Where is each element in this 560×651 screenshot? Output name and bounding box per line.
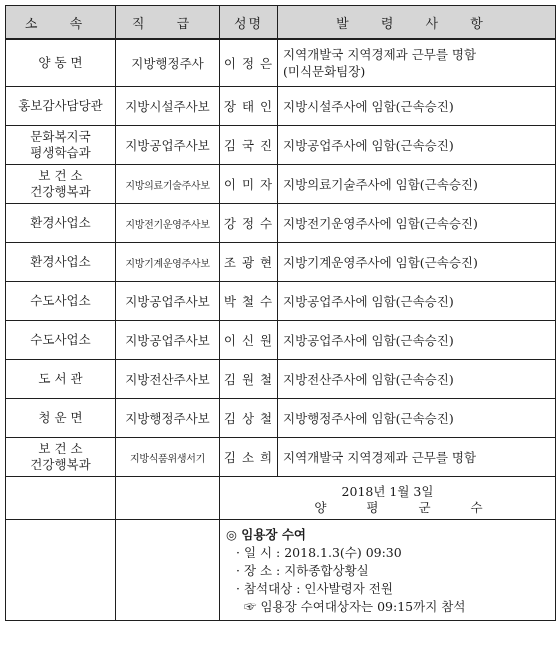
name-cell: 김 상 철 bbox=[220, 399, 278, 438]
order-line: 지역개발국 지역경제과 근무를 명함 bbox=[283, 47, 477, 62]
name-cell: 강 정 수 bbox=[220, 204, 278, 243]
grade-cell: 지방행정주사 bbox=[116, 39, 220, 87]
personnel-order-sheet bbox=[5, 5, 555, 646]
issue-date: 2018년 1월 3일 bbox=[341, 483, 434, 499]
dept-line: 문화복지국 bbox=[30, 129, 91, 144]
table-row bbox=[6, 204, 556, 243]
table-row bbox=[6, 321, 556, 360]
ceremony-when: · 일 시 : 2018.1.3(수) 09:30 bbox=[236, 545, 402, 560]
issue-date-row bbox=[6, 477, 556, 520]
grade-cell: 지방식품위생서기 bbox=[116, 438, 220, 477]
grade-cell: 지방전산주사보 bbox=[116, 360, 220, 399]
name-cell: 박 철 수 bbox=[220, 282, 278, 321]
dept-cell bbox=[6, 438, 116, 477]
header-order: 발 령 사 항 bbox=[278, 6, 556, 40]
dept-cell bbox=[6, 243, 116, 282]
dept-cell bbox=[6, 126, 116, 165]
dept-cell bbox=[6, 399, 116, 438]
dept-line: 평생학습과 bbox=[30, 145, 91, 160]
dept-line: 도 서 관 bbox=[38, 371, 83, 386]
name-cell: 이 정 은 bbox=[220, 39, 278, 87]
ceremony-cell bbox=[220, 520, 556, 621]
issue-date-cell bbox=[220, 477, 556, 520]
dept-line: 환경사업소 bbox=[30, 215, 91, 230]
name-cell: 이 신 원 bbox=[220, 321, 278, 360]
table-row bbox=[6, 399, 556, 438]
order-cell: 지방의료기술주사에 임함(근속승진) bbox=[278, 165, 556, 204]
table-row bbox=[6, 282, 556, 321]
table-row bbox=[6, 165, 556, 204]
dept-line: 보 건 소 bbox=[38, 168, 83, 183]
ceremony-note: ☞ 임용장 수여대상자는 09:15까지 참석 bbox=[244, 599, 466, 614]
ceremony-title: ◎ 임용장 수여 bbox=[226, 527, 306, 542]
dept-cell bbox=[6, 204, 116, 243]
name-cell: 장 태 인 bbox=[220, 87, 278, 126]
dept-line: 건강행복과 bbox=[30, 457, 91, 472]
dept-line: 보 건 소 bbox=[38, 441, 83, 456]
order-cell: 지방전산주사에 임함(근속승진) bbox=[278, 360, 556, 399]
dept-line: 환경사업소 bbox=[30, 254, 91, 269]
ceremony-attendees: · 참석대상 : 인사발령자 전원 bbox=[236, 581, 393, 596]
dept-cell bbox=[6, 39, 116, 87]
name-cell: 김 소 희 bbox=[220, 438, 278, 477]
order-cell: 지역개발국 지역경제과 근무를 명함 bbox=[278, 438, 556, 477]
table-row bbox=[6, 87, 556, 126]
empty-cell bbox=[6, 477, 116, 520]
dept-cell bbox=[6, 321, 116, 360]
order-cell: 지방전기운영주사에 임함(근속승진) bbox=[278, 204, 556, 243]
table-row bbox=[6, 39, 556, 87]
order-cell: 지방시설주사에 임함(근속승진) bbox=[278, 87, 556, 126]
empty-cell bbox=[116, 477, 220, 520]
personnel-order-table bbox=[5, 5, 556, 621]
name-cell: 김 원 철 bbox=[220, 360, 278, 399]
order-cell: 지방행정주사에 임함(근속승진) bbox=[278, 399, 556, 438]
dept-cell bbox=[6, 165, 116, 204]
header-grade: 직 급 bbox=[116, 6, 220, 40]
grade-cell: 지방공업주사보 bbox=[116, 282, 220, 321]
table-row bbox=[6, 243, 556, 282]
grade-cell: 지방공업주사보 bbox=[116, 126, 220, 165]
ceremony-row bbox=[6, 520, 556, 621]
order-cell bbox=[278, 39, 556, 87]
grade-cell: 지방전기운영주사보 bbox=[116, 204, 220, 243]
grade-cell: 지방의료기술주사보 bbox=[116, 165, 220, 204]
order-line: (미식문화팀장) bbox=[283, 64, 366, 79]
dept-cell bbox=[6, 282, 116, 321]
name-cell: 이 미 자 bbox=[220, 165, 278, 204]
table-header-row bbox=[6, 6, 556, 40]
dept-cell bbox=[6, 360, 116, 399]
dept-cell bbox=[6, 87, 116, 126]
order-cell: 지방기계운영주사에 임함(근속승진) bbox=[278, 243, 556, 282]
table-row bbox=[6, 360, 556, 399]
name-cell: 조 광 현 bbox=[220, 243, 278, 282]
grade-cell: 지방행정주사보 bbox=[116, 399, 220, 438]
order-cell: 지방공업주사에 임함(근속승진) bbox=[278, 321, 556, 360]
dept-line: 건강행복과 bbox=[30, 184, 91, 199]
dept-line: 수도사업소 bbox=[30, 332, 91, 347]
order-cell: 지방공업주사에 임함(근속승진) bbox=[278, 126, 556, 165]
dept-line: 수도사업소 bbox=[30, 293, 91, 308]
header-name: 성명 bbox=[220, 6, 278, 40]
name-cell: 김 국 진 bbox=[220, 126, 278, 165]
table-row bbox=[6, 126, 556, 165]
header-dept: 소 속 bbox=[6, 6, 116, 40]
order-cell: 지방공업주사에 임함(근속승진) bbox=[278, 282, 556, 321]
ceremony-where: · 장 소 : 지하종합상황실 bbox=[236, 563, 369, 578]
grade-cell: 지방기계운영주사보 bbox=[116, 243, 220, 282]
grade-cell: 지방공업주사보 bbox=[116, 321, 220, 360]
table-row bbox=[6, 438, 556, 477]
empty-cell bbox=[116, 520, 220, 621]
dept-line: 홍보감사담당관 bbox=[18, 98, 103, 113]
issuer-county: 양 평 군 수 bbox=[314, 499, 501, 515]
grade-cell: 지방시설주사보 bbox=[116, 87, 220, 126]
empty-cell bbox=[6, 520, 116, 621]
dept-line: 양 동 면 bbox=[38, 55, 83, 70]
dept-line: 청 운 면 bbox=[38, 410, 83, 425]
